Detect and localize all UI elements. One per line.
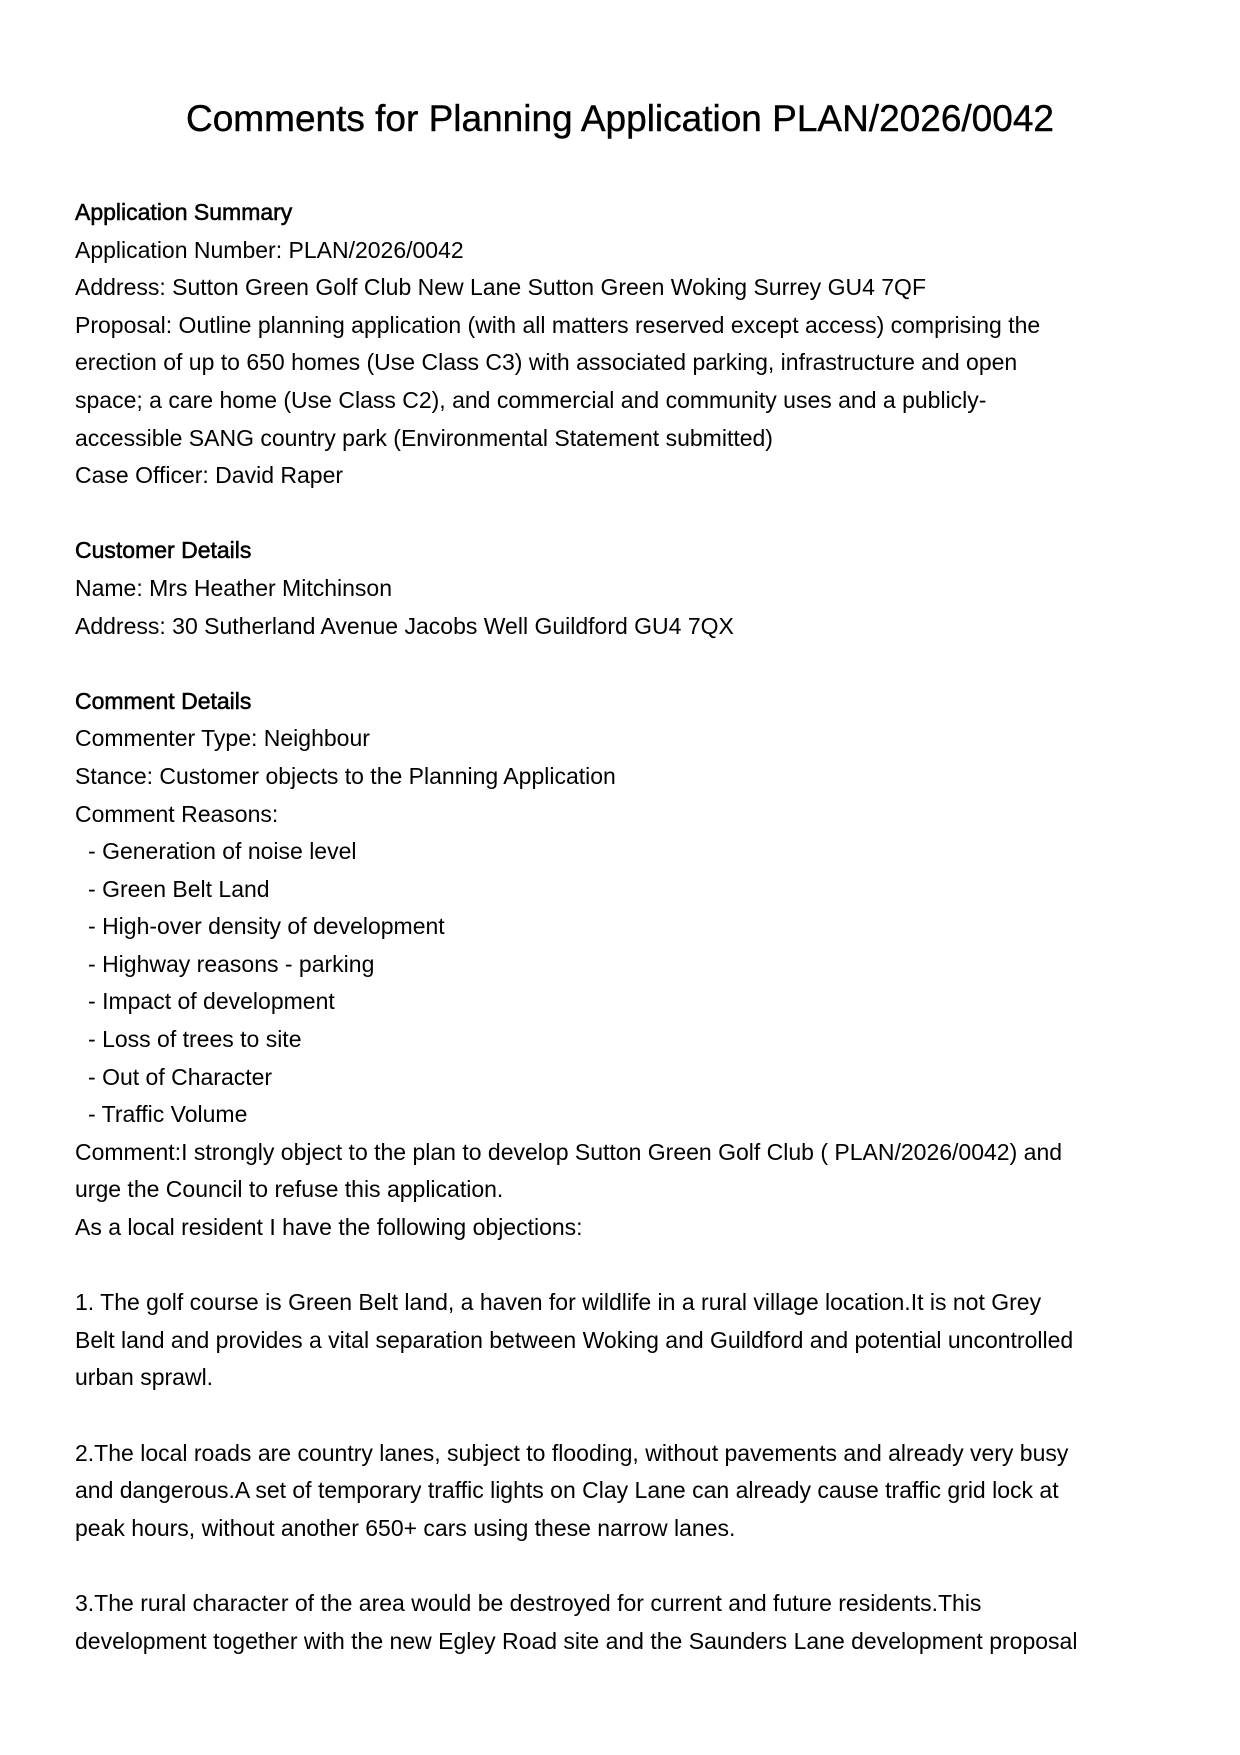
list-item: - Highway reasons - parking <box>75 946 1165 984</box>
objection-point-3 <box>75 1585 1165 1660</box>
commenter-type: Commenter Type: Neighbour <box>75 725 370 752</box>
objection-text-line: development together with the new Egley Road site and the Saunders Lane development proposal <box>75 1627 1078 1654</box>
stance: Stance: Customer objects to the Planning Application <box>75 762 616 789</box>
proposal-line: space; a care home (Use Class C2), and commercial and community uses and a publicly- <box>75 386 987 413</box>
application-number: Application Number: PLAN/2026/0042 <box>75 236 464 263</box>
application-address: Address: Sutton Green Golf Club New Lane Sutton Green Woking Surrey GU4 7QF <box>75 274 926 301</box>
proposal-line: Proposal: Outline planning application (with all matters reserved except access) comprising the <box>75 311 1041 338</box>
objection-text-line: peak hours, without another 650+ cars using these narrow lanes. <box>75 1514 736 1541</box>
spacer <box>75 1247 1165 1285</box>
page-title: Comments for Planning Application PLAN/2026/0042 <box>186 98 1054 139</box>
objection-text-line: 3.The rural character of the area would be destroyed for current and future residents.This <box>75 1589 982 1616</box>
objection-point-2 <box>75 1435 1165 1548</box>
comment-text-line: urge the Council to refuse this application. <box>75 1176 504 1203</box>
customer-details-section <box>75 532 1165 645</box>
spacer <box>75 1547 1165 1585</box>
objection-text-line: urban sprawl. <box>75 1364 214 1391</box>
list-item: - Traffic Volume <box>75 1096 1165 1134</box>
list-item: - Out of Character <box>75 1059 1165 1097</box>
objection-text-line: Belt land and provides a vital separation between Woking and Guildford and potential uncontrolled <box>75 1326 1074 1353</box>
spacer <box>75 645 1165 683</box>
proposal-line: accessible SANG country park (Environmental Statement submitted) <box>75 424 773 451</box>
customer-details-heading: Customer Details <box>75 537 252 564</box>
comment-reasons-list <box>75 833 1165 1134</box>
spacer <box>75 1397 1165 1435</box>
objection-point-1 <box>75 1284 1165 1397</box>
objection-text-line: 2.The local roads are country lanes, subject to flooding, without pavements and already very busy <box>75 1439 1069 1466</box>
list-item: - Generation of noise level <box>75 833 1165 871</box>
objection-text-line: 1. The golf course is Green Belt land, a haven for wildlife in a rural village location.It is not Grey <box>75 1289 1042 1316</box>
list-item: - Green Belt Land <box>75 871 1165 909</box>
list-item: - High-over density of development <box>75 908 1165 946</box>
comment-text-line: As a local resident I have the following objections: <box>75 1214 583 1241</box>
case-officer: Case Officer: David Raper <box>75 462 344 489</box>
comment-reasons-label: Comment Reasons: <box>75 800 279 827</box>
comment-text-line: Comment:I strongly object to the plan to develop Sutton Green Golf Club ( PLAN/2026/0042) and <box>75 1138 1063 1165</box>
customer-name: Name: Mrs Heather Mitchinson <box>75 574 392 601</box>
list-item: - Loss of trees to site <box>75 1021 1165 1059</box>
customer-address: Address: 30 Sutherland Avenue Jacobs Well Guildford GU4 7QX <box>75 612 734 639</box>
spacer <box>75 495 1165 533</box>
comment-details-heading: Comment Details <box>75 687 252 714</box>
application-summary-heading: Application Summary <box>75 199 293 225</box>
proposal-line: erection of up to 650 homes (Use Class C3) with associated parking, infrastructure and open <box>75 349 1018 376</box>
comment-details-section <box>75 683 1165 1660</box>
objection-text-line: and dangerous.A set of temporary traffic lights on Clay Lane can already cause traffic grid lock at <box>75 1477 1059 1504</box>
application-summary-section <box>75 194 1165 495</box>
list-item: - Impact of development <box>75 983 1165 1021</box>
